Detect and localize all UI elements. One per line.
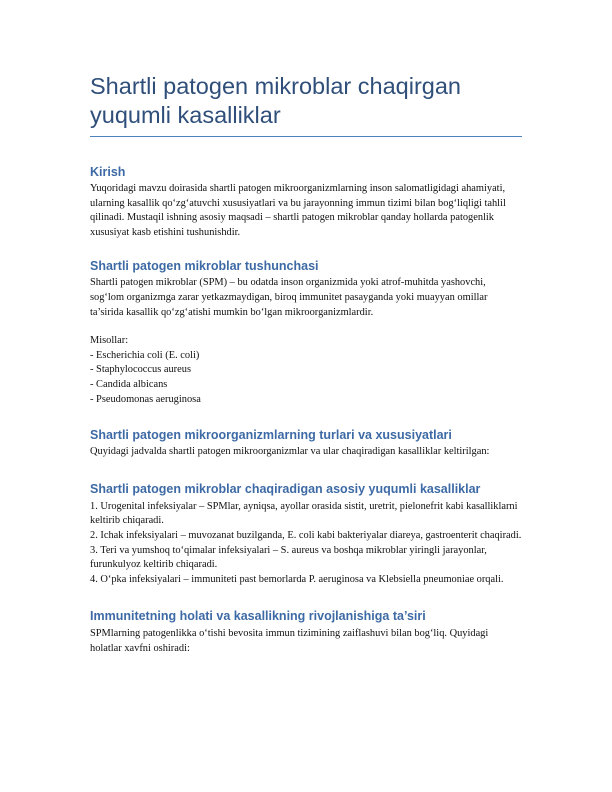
section-body-immune: SPMlarning patogenlikka o‘tishi bevosita immun tizimining zaiflashuvi bilan bog‘liq. Quyidagi holatlar xavfni oshiradi: [90,628,489,654]
list-item: - Candida albicans [90,378,168,390]
section-heading-immune: Immunitetning holati va kasallikning rivojlanishiga ta’siri [90,609,426,624]
section-intro [90,164,522,240]
examples-label: Misollar: [90,335,129,347]
examples-list [90,349,522,407]
list-item: 4. O‘pka infeksiyalari – immuniteti past bemorlarda P. aeruginosa va Klebsiella pneumoniae orqali. [90,573,504,585]
section-body-intro: Yuqoridagi mavzu doirasida shartli patogen mikroorganizmlarning inson salomatligidagi ahamiyati, ularning kasallik qo‘zg‘atuvchi xususiyatlari va bu jarayonning immun tizimi bilan bog‘liqligi tahlil qilinadi. Mustaqil ishning asosiy maqsadi – shartli patogen mikroblar qanday hollarda patogenlik xususiyat kasb etishini tushunishdir. [90,183,506,238]
section-heading-intro: Kirish [90,165,126,179]
section-concept [90,258,522,407]
list-item: - Pseudomonas aeruginosa [90,393,201,405]
list-item: 1. Urogenital infeksiyalar – SPMlar, ayniqsa, ayollar orasida sistit, uretrit, pielonefrit kabi kasalliklarni keltirib chiqaradi. [90,500,518,527]
list-item: 3. Teri va yumshoq to‘qimalar infeksiyalari – S. aureus va boshqa mikroblar yiringli jarayonlar, furunkulyoz keltirib chiqaradi. [90,544,487,571]
document-title: Shartli patogen mikroblar chaqirgan yuqumli kasalliklar [90,73,461,128]
section-heading-diseases: Shartli patogen mikroblar chaqiradigan asosiy yuqumli kasalliklar [90,481,481,496]
list-item: 2. Ichak infeksiyalari – muvozanat buzilganda, E. coli kabi bakteriyalar diareya, gastroenterit chaqiradi. [90,529,522,541]
list-item: - Staphylococcus aureus [90,364,191,376]
section-heading-types: Shartli patogen mikroorganizmlarning turlari va xususiyatlari [90,428,452,443]
section-types [90,427,522,460]
section-immune [90,608,522,656]
title-underline [90,136,522,137]
section-heading-concept: Shartli patogen mikroblar tushunchasi [90,259,319,274]
list-item: - Escherichia coli (E. coli) [90,349,200,361]
document-content [90,72,522,656]
examples-block [90,334,522,407]
diseases-list [90,500,522,588]
section-diseases [90,481,522,588]
section-body-types: Quyidagi jadvalda shartli patogen mikroorganizmlar va ular chaqiradigan kasalliklar keltirilgan: [90,446,490,458]
section-body-concept: Shartli patogen mikroblar (SPM) – bu odatda inson organizmida yoki atrof-muhitda yashovchi, sog‘lom organizmga zarar yetkazmaydigan, biroq immunitet pasayganda yoki muayyan omillar ta’sirida kasallik qo‘zg‘atishi mumkin bo‘lgan mikroorganizmlardir. [90,277,488,318]
